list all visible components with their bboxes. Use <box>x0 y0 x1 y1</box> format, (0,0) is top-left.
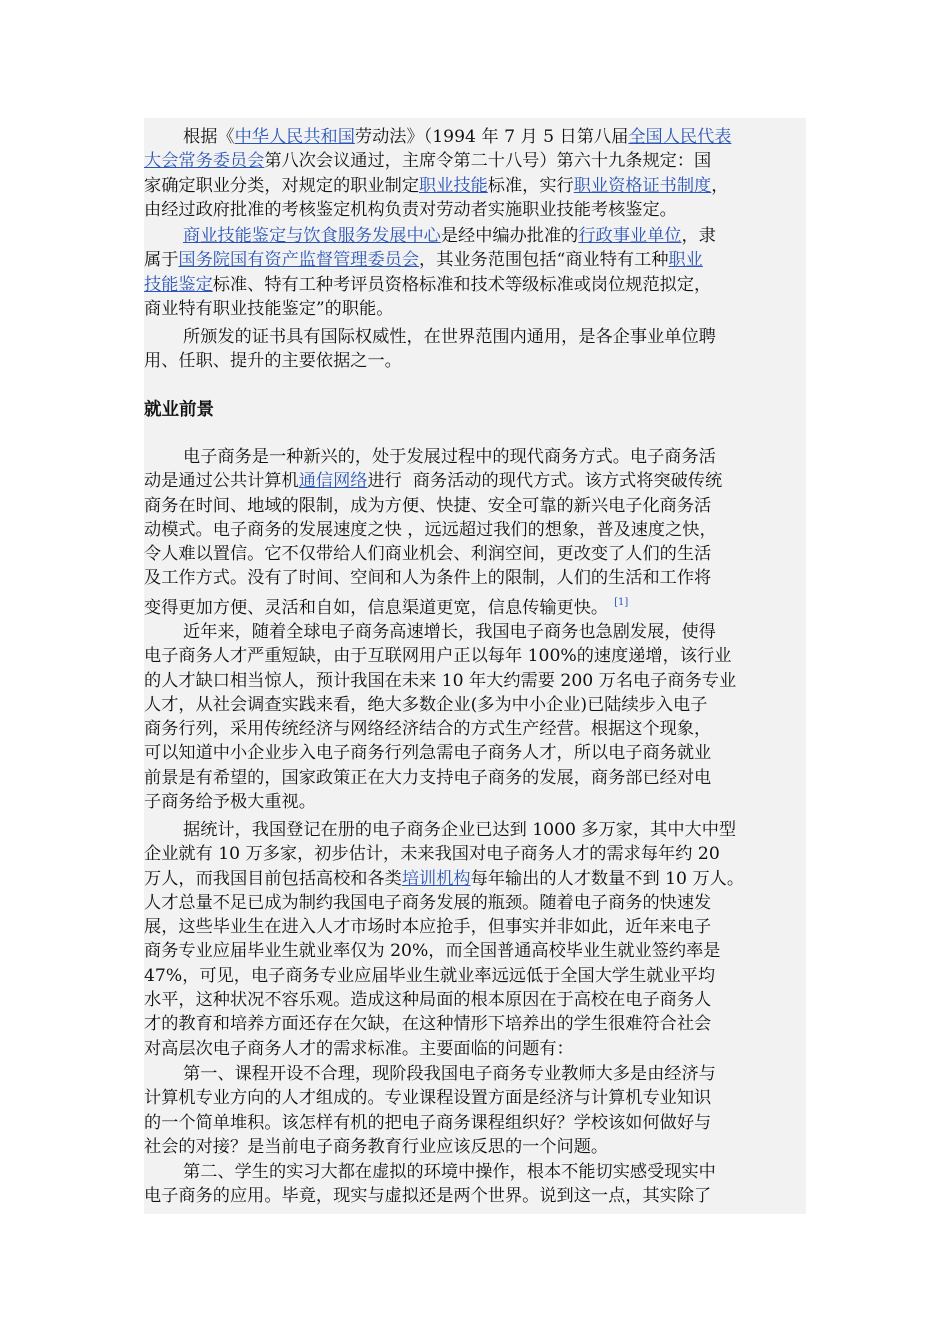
link-skill-appraisal-b[interactable]: 技能鉴定 <box>144 274 213 295</box>
link-commerce-center[interactable]: 商业技能鉴定与饮食服务发展中心 <box>183 226 441 246</box>
paragraph-statistics: 据统计，我国登记在册的电子商务企业已达到 1000 多万家，其中大中型 企业就有 10 万多家，初步估计，未来我国对电子商务人才的需求每年约 20 万人，而我国目前包括高校和各类培训机构每年输出的人才数量不到 10 万人。 人才总量不足已成为制约我国电子商务发展的瓶颈。随着电子商务的快速发 展，这些毕业生在进入人才市场时本应抢手，但事实并非如此，近年来电子 商务专业应届毕业生就业率仅为 20%，而全国普通高校毕业生就业签约率是 47%，可见，电子商务专业应届毕业生就业率远远低于全国大学生就业平均 水平，这种状况不容乐观。造成这种局面的根本原因在于高校在电子商务人 才的教育和培养方面还存在欠缺，在这种情形下培养出的学生很难符合社会 对高层次电子商务人才的需求标准。主要面临的问题有： <box>144 820 745 1059</box>
paragraph-problem-two: 第二、学生的实习大都在虚拟的环境中操作，根本不能切实感受现实中 电子商务的应用。毕竟，现实与虚拟还是两个世界。说到这一点，其实除了 <box>144 1162 716 1207</box>
link-admin-unit[interactable]: 行政事业单位 <box>578 226 682 246</box>
paragraph-growth: 近年来，随着全球电子商务高速增长，我国电子商务也急剧发展，使得 电子商务人才严重短缺，由于互联网用户正以每年 100%的速度递增，该行业 的人才缺口相当惊人，预计我国在未来 10 年大约需要 200 万名电子商务专业 人才，从社会调查实践来看，绝大多数企业(多为中小企业)已陆续步入电子 商务行列，采用传统经济与网络经济结合的方式生产经营。根据这个现象， 可以知道中小企业步入电子商务行列急需电子商务人才，所以电子商务就业 前景是有希望的，国家政策正在大力支持电子商务的发展，商务部已经对电 子商务给予极大重视。 <box>144 622 737 813</box>
link-npc-b[interactable]: 大会常务委员会 <box>144 151 265 172</box>
link-skill-appraisal-a[interactable]: 职业 <box>668 250 703 271</box>
link-training[interactable]: 培训机构 <box>401 868 471 889</box>
paragraph-ecommerce-intro: 电子商务是一种新兴的，处于发展过程中的现代商务方式。电子商务活 动是通过公共计算机通信网络进行 商务活动的现代方式。该方式将突破传统 商务在时间、地域的限制，成为方便、快捷、安全可靠的新兴电子化商务活 动模式。电子商务的发展速度之快 ，远远超过我们的想象，普及速度之快， 令人难以置信。它不仅带给人们商业机会、利润空间，更改变了人们的生活 及工作方式。没有了时间、空间和人为条件上的限制，人们的生活和工作将 变得更加方便、灵活和自如，信息渠道更宽，信息传输更快。 [1] <box>144 447 723 618</box>
link-sasac[interactable]: 国务院国有资产监督管理委员会 <box>178 250 420 271</box>
link-vocational-skill[interactable]: 职业技能 <box>419 175 488 196</box>
link-network[interactable]: 通信网络 <box>298 471 368 492</box>
link-prc[interactable]: 中华人民共和国 <box>234 127 355 147</box>
link-npc-a[interactable]: 全国人民代表 <box>628 127 732 147</box>
paragraph-certificate: 所颁发的证书具有国际权威性，在世界范围内通用，是各企事业单位聘 用、任职、提升的主要依据之一。 <box>144 327 716 372</box>
citation-ref[interactable]: [1] <box>614 596 629 608</box>
paragraph-problem-one: 第一、课程开设不合理，现阶段我国电子商务专业教师大多是由经济与 计算机专业方向的人才组成的。专业课程设置方面是经济与计算机专业知识 的一个简单堆积。该怎样有机的把电子商务课程组织好？学校该如何做好与 社会的对接？是当前电子商务教育行业应该反思的一个问题。 <box>144 1064 716 1157</box>
section-heading: 就业前景 <box>144 400 214 420</box>
link-certificate-system[interactable]: 职业资格证书制度 <box>573 175 712 196</box>
paragraph-labor-law: 根据《中华人民共和国劳动法》（1994 年 7 月 5 日第八届全国人民代表 大会常务委员会第八次会议通过，主席令第二十八号）第六十九条规定：国 家确定职业分类，对规定的职业制定职业技能标准，实行职业资格证书制度， 由经过政府批准的考核鉴定机构负责对劳动者实施职业技能考核鉴定。 <box>144 127 732 220</box>
paragraph-center: 商业技能鉴定与饮食服务发展中心是经中编办批准的行政事业单位，隶 属于国务院国有资产监督管理委员会，其业务范围包括“商业特有工种职业 技能鉴定标准、特有工种考评员资格标准和技术等级标准或岗位规范拟定， 商业特有职业技能鉴定”的职能。 <box>144 226 716 319</box>
